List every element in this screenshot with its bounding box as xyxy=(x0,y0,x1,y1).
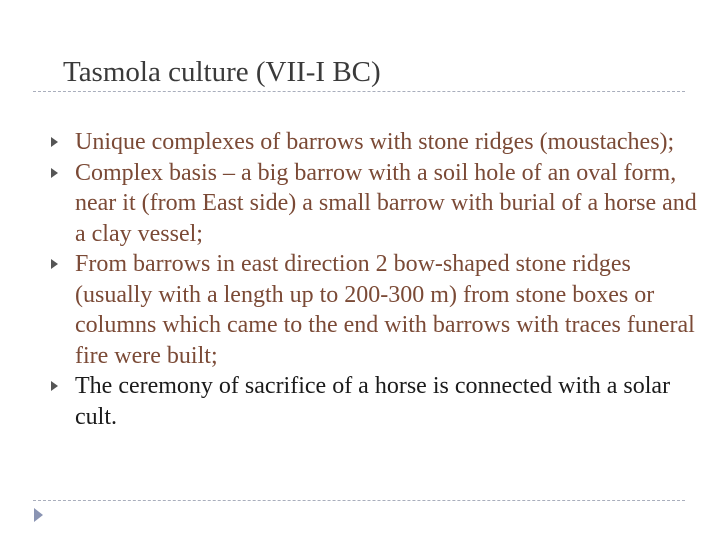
triangle-bullet-icon xyxy=(51,137,58,147)
bullet-text: From barrows in east direction 2 bow-shaped stone ridges (usually with a length up to 200-300 m) from stone boxes or columns which came to the end with barrows with traces funeral fire were built; xyxy=(75,251,695,369)
triangle-bullet-icon xyxy=(51,168,58,178)
bullet-item xyxy=(44,249,704,371)
nav-arrow-icon[interactable] xyxy=(34,508,43,522)
footer-divider xyxy=(33,500,685,501)
bullet-text: Unique complexes of barrows with stone ridges (moustaches); xyxy=(75,129,675,155)
bullet-list xyxy=(44,127,704,432)
title-divider xyxy=(33,91,685,92)
triangle-bullet-icon xyxy=(51,259,58,269)
triangle-bullet-icon xyxy=(51,381,58,391)
bullet-text: The ceremony of sacrifice of a horse is connected with a solar cult. xyxy=(75,373,671,430)
slide-title: Tasmola culture (VII-I BC) xyxy=(63,56,381,88)
bullet-text: Complex basis – a big barrow with a soil hole of an oval form, near it (from East side) a small barrow with burial of a horse and a clay vessel; xyxy=(75,159,697,247)
bullet-item xyxy=(44,127,704,158)
bullet-item xyxy=(44,371,704,432)
bullet-item xyxy=(44,158,704,250)
